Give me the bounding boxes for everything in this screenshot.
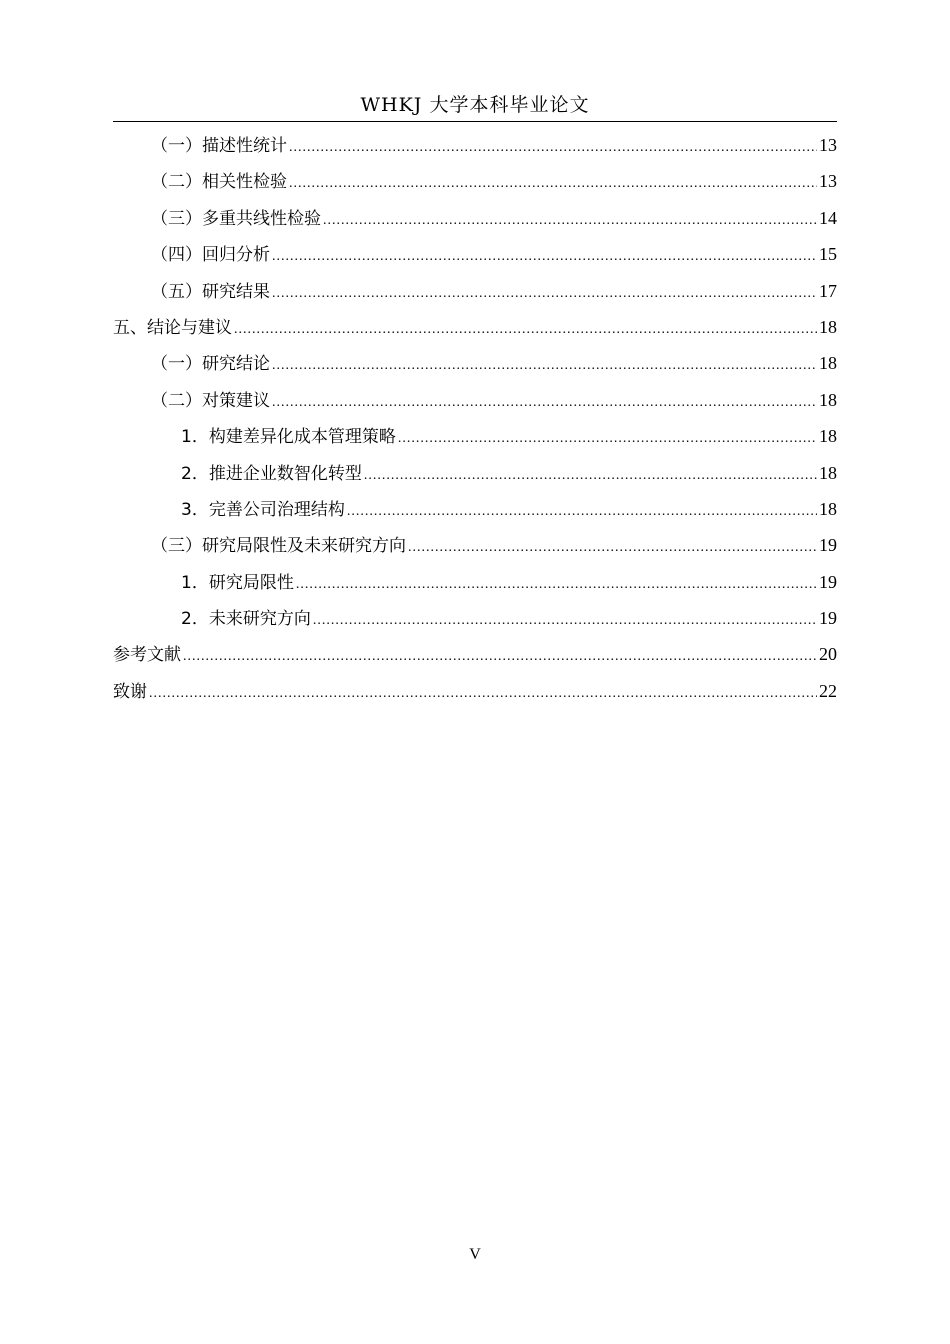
- toc-entry-label: （三）研究局限性及未来研究方向: [151, 536, 406, 557]
- toc-entry-page: 18: [819, 498, 837, 519]
- toc-entry-label: （四）回归分析: [151, 245, 270, 266]
- toc-entry-page: 18: [819, 316, 837, 337]
- toc-leader-dots: [272, 276, 817, 312]
- toc-leader-dots: [149, 676, 817, 712]
- toc-entry[interactable]: [113, 382, 837, 418]
- toc-entry[interactable]: [113, 345, 837, 381]
- page-number: V: [469, 1246, 481, 1263]
- toc-entry[interactable]: [113, 527, 837, 563]
- toc-entry-label: 致谢: [113, 681, 147, 702]
- toc-leader-dots: [272, 348, 817, 384]
- toc-entry[interactable]: [113, 163, 837, 199]
- toc-leader-dots: [234, 312, 817, 348]
- page-header: [113, 92, 837, 122]
- toc-entry-page: 15: [819, 244, 837, 265]
- toc-entry-page: 22: [819, 680, 837, 701]
- toc-entry-label: 1．研究局限性: [181, 572, 294, 593]
- toc-entry-page: 18: [819, 389, 837, 410]
- toc-entry-label: （二）对策建议: [151, 390, 270, 411]
- toc-entry-label: 参考文献: [113, 645, 181, 666]
- toc-leader-dots: [347, 494, 817, 530]
- toc-leader-dots: [296, 567, 817, 603]
- toc-leader-dots: [272, 385, 817, 421]
- toc-entry-page: 19: [819, 535, 837, 556]
- toc-entry-page: 18: [819, 462, 837, 483]
- toc-leader-dots: [364, 458, 817, 494]
- toc-entry[interactable]: [113, 309, 837, 345]
- toc-entry[interactable]: [113, 200, 837, 236]
- toc-leader-dots: [313, 603, 817, 639]
- toc-leader-dots: [272, 239, 817, 275]
- table-of-contents: [113, 127, 837, 709]
- header-title: WHKJ 大学本科毕业论文: [360, 94, 590, 116]
- toc-entry-label: （三）多重共线性检验: [151, 208, 321, 229]
- toc-entry[interactable]: [113, 564, 837, 600]
- toc-entry[interactable]: [113, 636, 837, 672]
- toc-entry-label: （一）研究结论: [151, 354, 270, 375]
- toc-entry-label: 2．推进企业数智化转型: [181, 463, 362, 484]
- toc-leader-dots: [183, 639, 817, 675]
- toc-entry-page: 13: [819, 135, 837, 155]
- toc-entry[interactable]: [113, 236, 837, 272]
- toc-entry-page: 19: [819, 608, 837, 629]
- toc-entry-label: （五）研究结果: [151, 281, 270, 302]
- toc-entry-page: 17: [819, 280, 837, 301]
- toc-entry-page: 20: [819, 644, 837, 665]
- toc-entry-label: （二）相关性检验: [151, 172, 287, 193]
- toc-entry-page: 19: [819, 571, 837, 592]
- toc-entry[interactable]: [113, 418, 837, 454]
- toc-entry-page: 13: [819, 171, 837, 192]
- toc-entry-label: 3．完善公司治理结构: [181, 499, 345, 520]
- toc-entry-label: （一）描述性统计: [151, 136, 287, 156]
- toc-entry[interactable]: [113, 491, 837, 527]
- toc-entry[interactable]: [113, 127, 837, 163]
- toc-entry[interactable]: [113, 673, 837, 709]
- toc-leader-dots: [323, 203, 817, 239]
- toc-entry-label: 1．构建差异化成本管理策略: [181, 427, 396, 448]
- toc-entry[interactable]: [113, 455, 837, 491]
- toc-entry-page: 18: [819, 353, 837, 374]
- toc-entry-label: 2．未来研究方向: [181, 609, 311, 630]
- toc-entry[interactable]: [113, 273, 837, 309]
- toc-entry[interactable]: [113, 600, 837, 636]
- toc-leader-dots: [289, 166, 817, 202]
- toc-entry-label: 五、结论与建议: [113, 317, 232, 338]
- toc-entry-page: 18: [819, 426, 837, 447]
- toc-leader-dots: [398, 421, 817, 457]
- toc-entry-page: 14: [819, 207, 837, 228]
- toc-leader-dots: [289, 130, 817, 166]
- toc-leader-dots: [408, 530, 817, 566]
